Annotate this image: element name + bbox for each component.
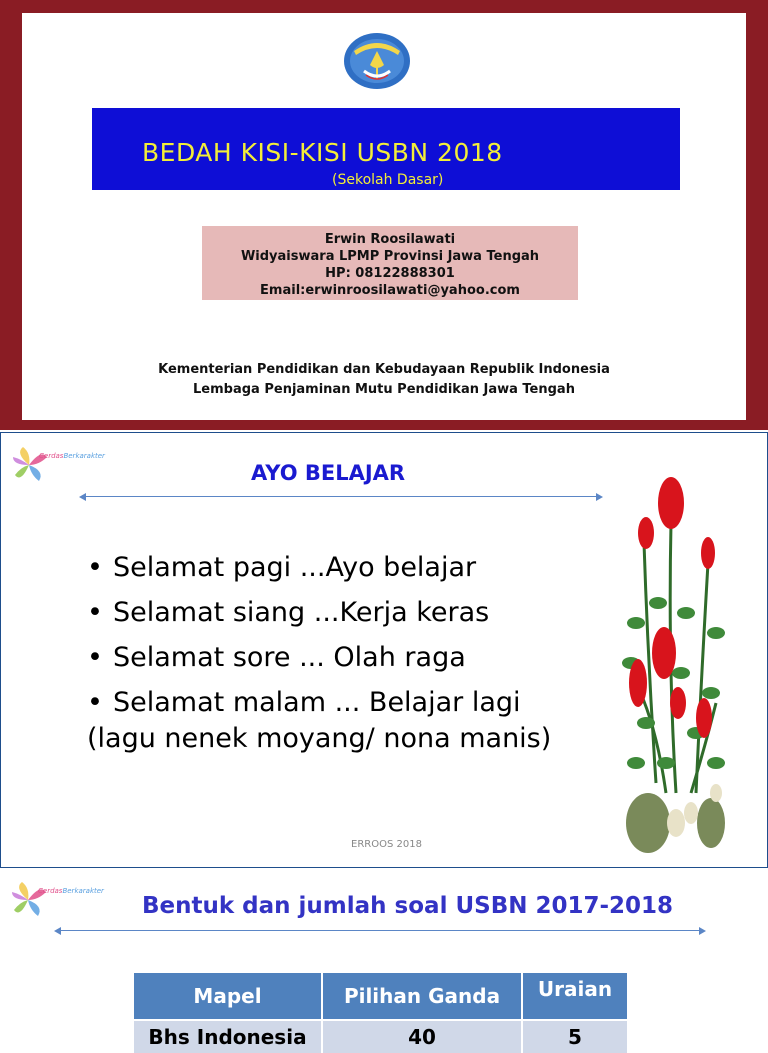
column-header-mapel: Mapel <box>134 973 322 1020</box>
slide-usbn-questions <box>0 867 768 1049</box>
tut-wuri-handayani-logo-icon <box>342 31 412 91</box>
institution-block <box>22 360 746 400</box>
heading-divider-arrow <box>56 930 704 931</box>
presentation-title: BEDAH KISI-KISI USBN 2018 <box>142 138 503 167</box>
question-count-table <box>134 973 629 1053</box>
presentation-subtitle: (Sekolah Dasar) <box>332 172 444 188</box>
author-name: Erwin Roosilawati <box>324 232 456 247</box>
author-phone: HP: 08122888301 <box>325 266 455 281</box>
red-roses-image <box>616 463 731 863</box>
bullet-item: • Selamat malam ... Belajar lagi <box>87 687 521 718</box>
slide-heading: Bentuk dan jumlah soal USBN 2017-2018 <box>142 893 674 919</box>
institution-line-2: Lembaga Penjaminan Mutu Pendidikan Jawa Tengah <box>193 382 575 397</box>
table-cell: 5 <box>522 1020 628 1053</box>
table-row <box>134 1020 628 1053</box>
column-header-uraian: Uraian <box>522 973 628 1020</box>
brand-logo <box>10 878 120 922</box>
slide-heading: AYO BELAJAR <box>251 461 406 485</box>
heading-divider-arrow <box>81 496 601 497</box>
table-header-row <box>134 973 628 1020</box>
slide-footer: ERROOS 2018 <box>351 839 422 850</box>
author-info-box <box>202 226 578 300</box>
brand-text: CerdasBerkarakter <box>39 452 105 460</box>
bullet-item: • Selamat sore ... Olah raga <box>87 642 466 673</box>
author-email: Email:erwinroosilawati@yahoo.com <box>260 283 520 298</box>
flower-logo-icon <box>11 443 51 487</box>
bullet-item: • Selamat pagi ...Ayo belajar <box>87 552 477 583</box>
institution-line-1: Kementerian Pendidikan dan Kebudayaan Republik Indonesia <box>158 362 610 377</box>
title-banner <box>92 108 680 190</box>
flower-logo-icon <box>10 878 50 922</box>
brand-text: CerdasBerkarakter <box>38 887 104 895</box>
brand-logo <box>11 443 121 487</box>
column-header-pilihan-ganda: Pilihan Ganda <box>322 973 522 1020</box>
table-cell: Bhs Indonesia <box>134 1020 322 1053</box>
greeting-bullet-list <box>87 545 521 725</box>
table-cell: 40 <box>322 1020 522 1053</box>
slide-title <box>0 0 768 430</box>
slide-ayo-belajar <box>0 432 768 868</box>
slide-title-content <box>22 13 746 420</box>
song-note: (lagu nenek moyang/ nona manis) <box>87 723 552 754</box>
author-position: Widyaiswara LPMP Provinsi Jawa Tengah <box>240 249 540 264</box>
bullet-item: • Selamat siang ...Kerja keras <box>87 597 490 628</box>
